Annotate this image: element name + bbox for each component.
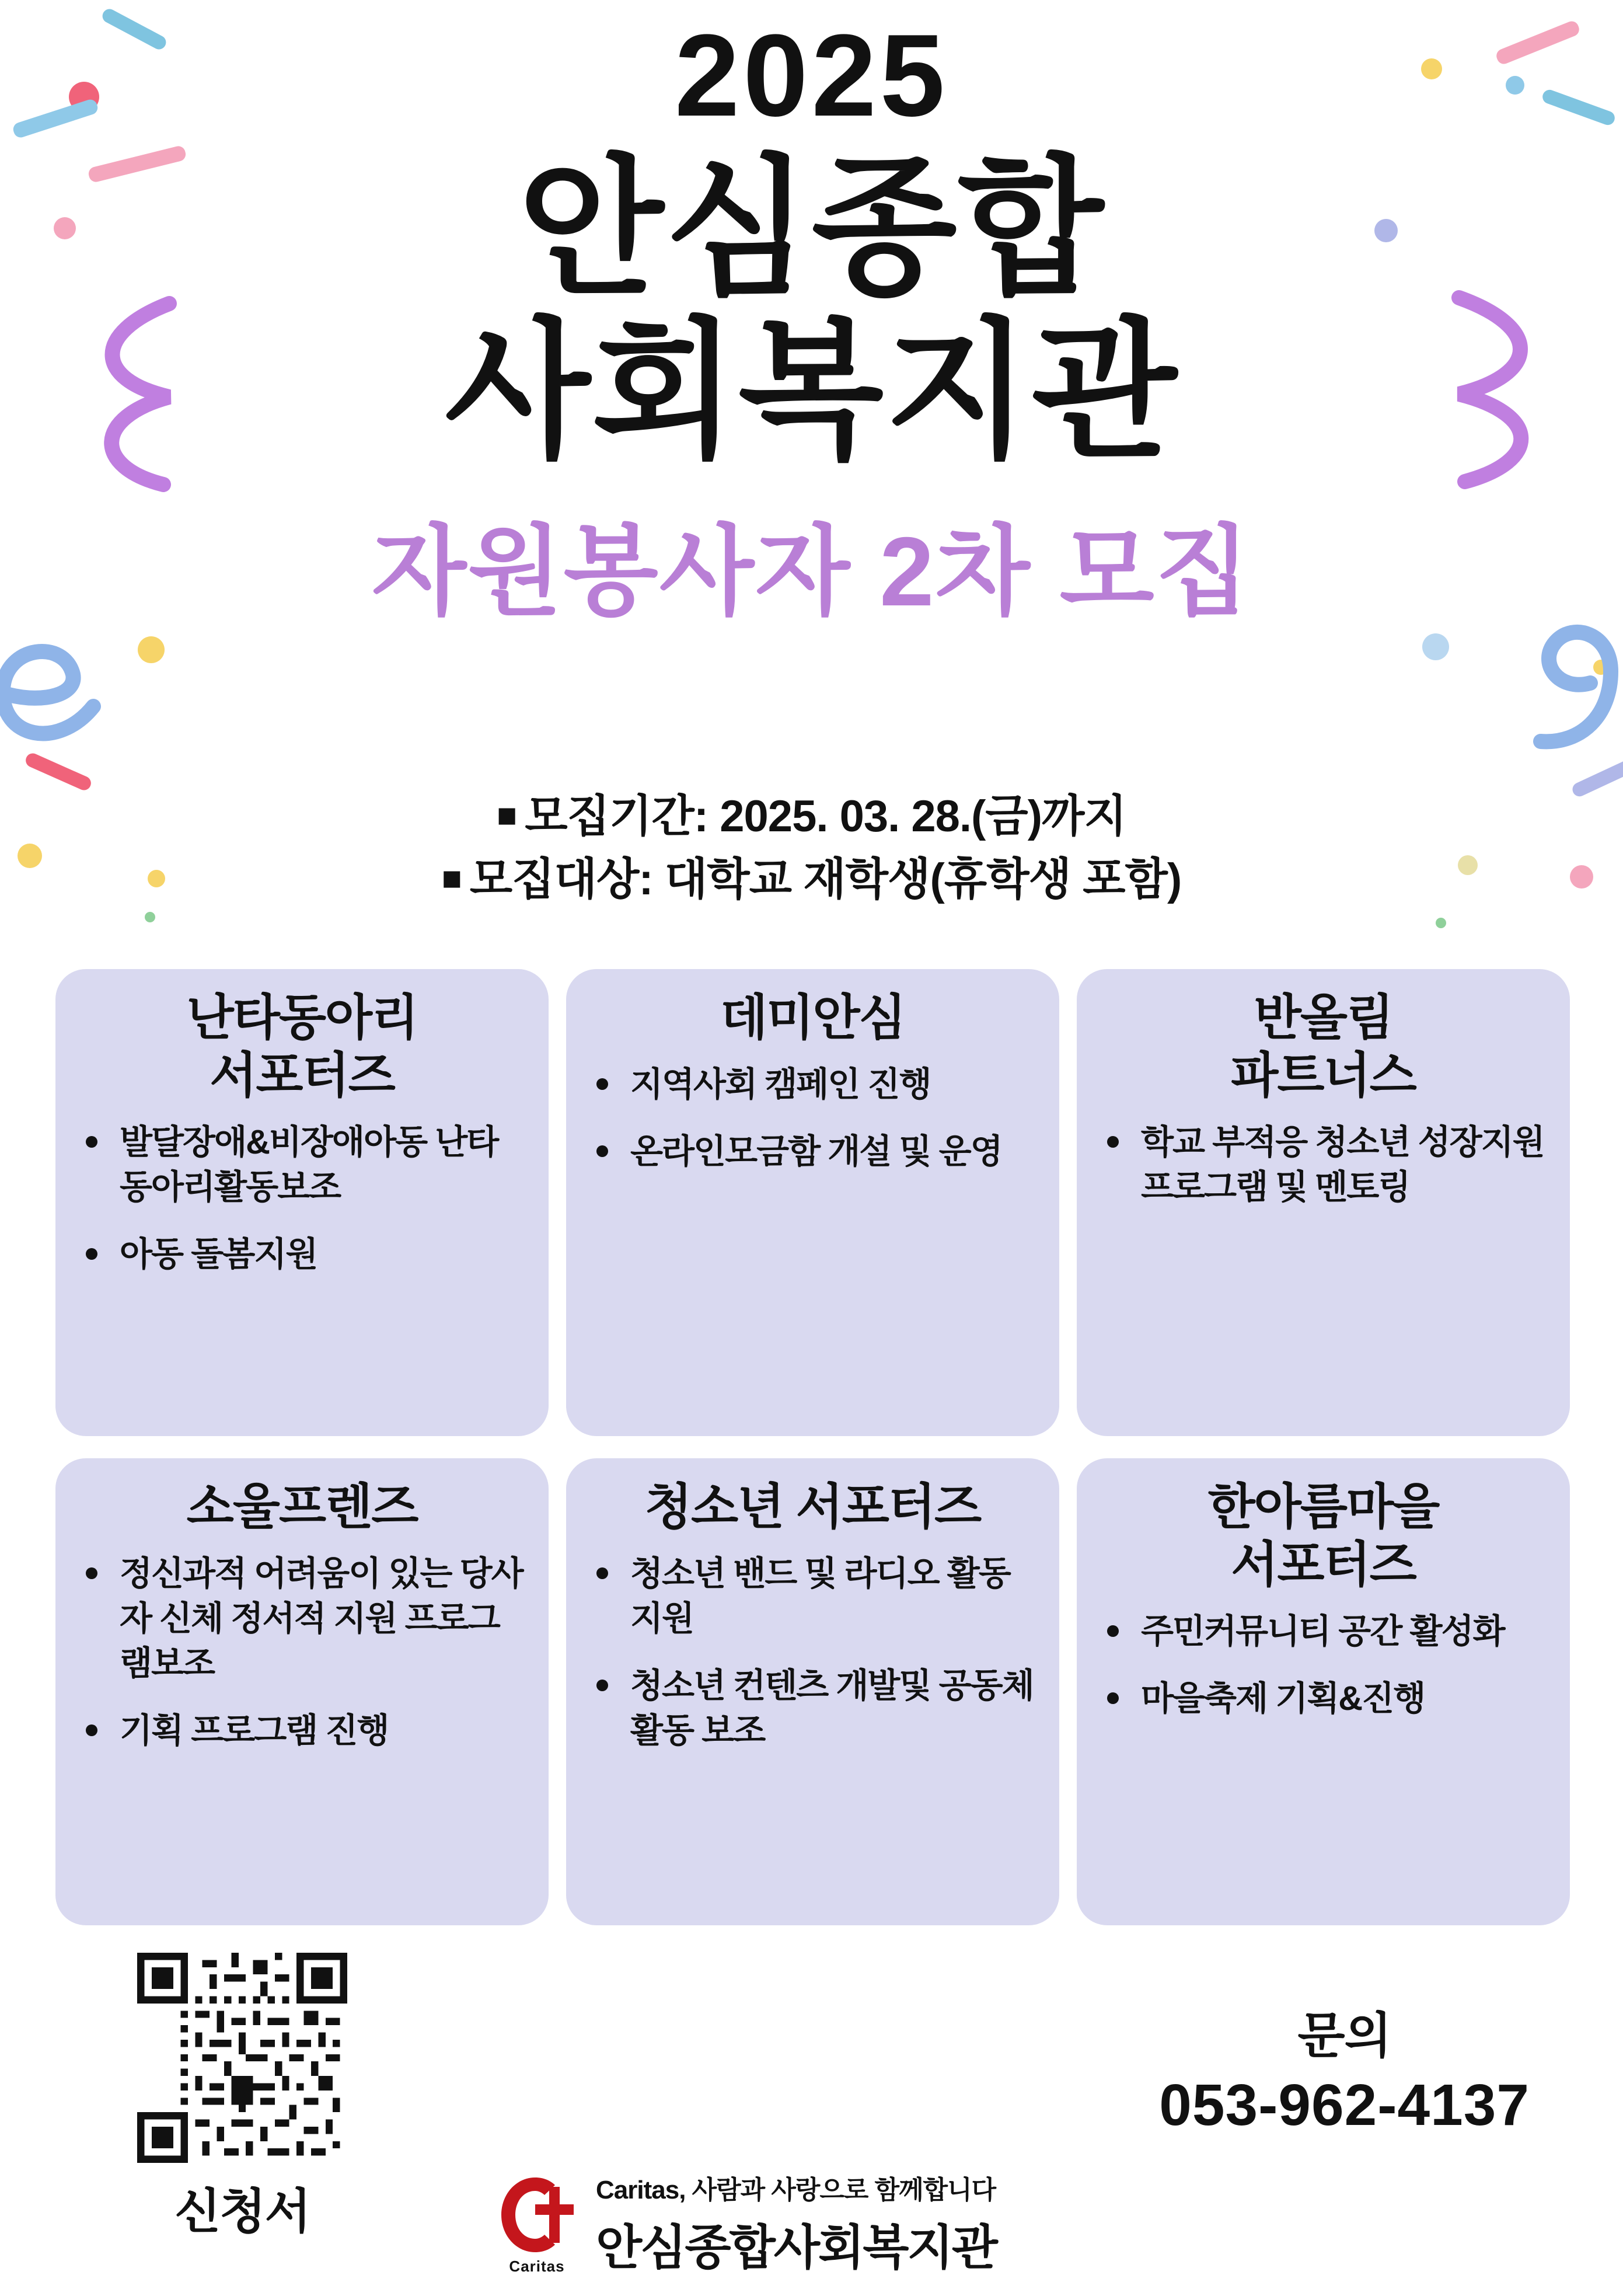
recruitment-target-text: 모집대상: 대학교 재학생(휴학생 포함): [469, 854, 1182, 904]
list-item: 청소년 밴드 및 라디오 활동지원: [588, 1551, 1037, 1641]
list-item: 마을축제 기획&진행: [1099, 1676, 1548, 1721]
program-card-title: [1099, 989, 1548, 1105]
program-card-title-line2: 서포터즈: [210, 1048, 395, 1103]
contact-block: [1159, 1997, 1530, 2139]
program-card-list: [588, 1062, 1037, 1174]
program-card-title-line1: 소울프렌즈: [186, 1479, 418, 1534]
confetti-dot: [1593, 660, 1608, 675]
program-card-list: [78, 1551, 526, 1754]
program-card-title: [78, 1478, 526, 1536]
list-item: 학교 부적응 청소년 성장지원 프로그램 및 멘토링: [1099, 1120, 1548, 1210]
program-card-title: [588, 989, 1037, 1047]
list-item: 기획 프로그램 진행: [78, 1708, 526, 1753]
program-card-title: [1099, 1478, 1548, 1594]
list-item: 지역사회 캠페인 진행: [588, 1062, 1037, 1107]
logo-organization-name: 안심종합사회복지관: [596, 2221, 996, 2274]
application-qr-block[interactable]: [125, 1953, 359, 2242]
bullet-square-icon: ■: [497, 796, 517, 834]
program-card-title: [78, 989, 526, 1105]
poster-header: [0, 11, 1623, 634]
program-card-title-line1: 한아름마을: [1207, 1479, 1439, 1534]
list-item: 아동 돌봄지원: [78, 1232, 526, 1277]
recruitment-info: [0, 785, 1623, 911]
program-card-title-line1: 반올림: [1254, 990, 1393, 1045]
poster-year: 2025: [675, 11, 948, 141]
program-card-title-line1: 청소년 서포터즈: [644, 1479, 981, 1534]
program-card-grid: [55, 969, 1570, 1925]
program-card: [1077, 969, 1570, 1436]
program-card-title-line2: 파트너스: [1231, 1048, 1416, 1103]
contact-phone-number: 053-962-4137: [1159, 2072, 1530, 2138]
list-item: 청소년 컨텐츠 개발및 공동체 활동 보조: [588, 1663, 1037, 1753]
list-item: 정신과적 어려움이 있는 당사자 신체 정서적 지원 프로그램보조: [78, 1551, 526, 1686]
program-card-list: [78, 1120, 526, 1277]
logo-tagline: Caritas, 사람과 사랑으로 함께합니다: [596, 2176, 996, 2204]
program-card: [55, 969, 549, 1436]
program-card-list: [1099, 1609, 1548, 1721]
recruitment-period-line: [0, 785, 1623, 848]
list-item: 발달장애&비장애아동 난타동아리활동보조: [78, 1120, 526, 1210]
recruitment-target-line: [0, 848, 1623, 911]
confetti-dot: [145, 912, 155, 922]
contact-label: 문의: [1297, 2008, 1391, 2063]
caritas-logo-icon: [493, 2174, 581, 2273]
poster-subtitle: 자원봉사자 2차 모집: [371, 517, 1252, 627]
recruitment-period-text: 모집기간: 2025. 03. 28.(금)까지: [525, 792, 1126, 841]
bullet-square-icon: ■: [441, 859, 462, 897]
organization-logo: [493, 2169, 996, 2278]
program-card: [566, 969, 1059, 1436]
program-card-title: [588, 1478, 1037, 1536]
confetti-dot: [1422, 633, 1449, 660]
program-card: [55, 1458, 549, 1925]
program-card-title-line1: 데미안심: [720, 990, 905, 1045]
program-card-title-line2: 서포터즈: [1231, 1537, 1416, 1593]
poster-title-line2: 사회복지관: [445, 306, 1178, 475]
program-card-list: [588, 1551, 1037, 1754]
logo-text: [596, 2169, 996, 2278]
program-card-list: [1099, 1120, 1548, 1210]
qr-code-icon[interactable]: [137, 1953, 347, 2163]
confetti-dot: [138, 636, 165, 663]
list-item: 주민커뮤니티 공간 활성화: [1099, 1609, 1548, 1654]
poster-title-line1: 안심종합: [518, 144, 1105, 312]
program-card: [1077, 1458, 1570, 1925]
confetti-dot: [1436, 918, 1446, 928]
poster-title: [0, 144, 1623, 475]
program-card-title-line1: 난타동아리: [186, 990, 418, 1045]
caritas-wordmark: Caritas: [509, 2257, 565, 2275]
program-card: [566, 1458, 1059, 1925]
qr-label: 신청서: [174, 2185, 310, 2238]
list-item: 온라인모금함 개설 및 운영: [588, 1129, 1037, 1174]
